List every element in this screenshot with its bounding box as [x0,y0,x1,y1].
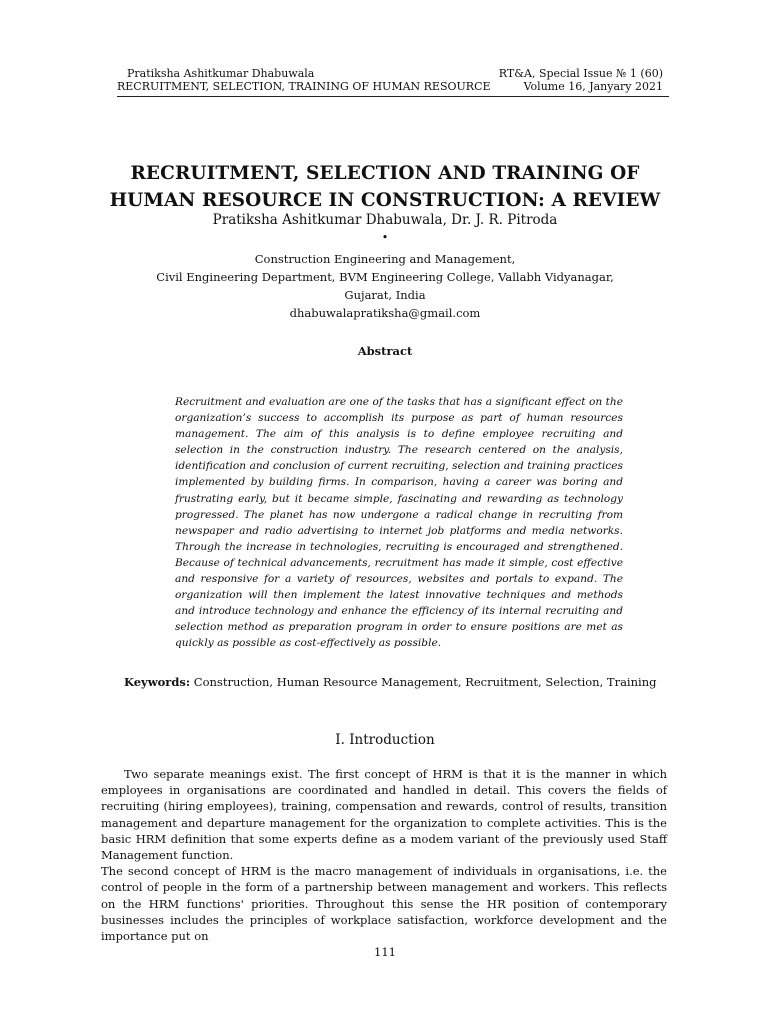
affiliation-line3: Gujarat, India [344,288,426,302]
running-header [117,67,669,97]
header-author: Pratiksha Ashitkumar Dhabuwala [127,67,315,80]
paper-title [90,160,680,214]
page-number: 111 [374,945,396,959]
abstract-text: Recruitment and evaluation are one of the tasks that has a significant effect on the organization’s success to accomplish its purpose as part of human resources management. The aim of this analysis is to define employee recruiting and selection in the construction industry. The research centered on the analysis, identification and conclusion of current recruiting, selection and training practices implemented by building firms. In comparison, having a career was boring and frustrating early, but it became simple, fascinating and rewarding as technology progressed. The planet has now undergone a radical change in recruiting from newspaper and radio advertising to internet job platforms and media networks. Through the increase in technologies, recruiting is encouraged and strengthened. Because of technical advancements, recruitment has made it simple, cost effective and responsive for a variety of resources, websites and portals to expand. The organization will then implement the latest innovative techniques and methods and introduce technology and enhance the efficiency of its internal recruiting and selection method as preparation program in order to ensure positions are met as quickly as possible as cost-effectively as possible. [175,396,623,650]
header-short-title: RECRUITMENT, SELECTION, TRAINING OF HUMAN RESOURCE [117,80,491,93]
keywords-list: Construction, Human Resource Management, Recruitment, Selection, Training [190,675,657,689]
keywords-label: Keywords: [124,675,191,689]
section-heading: I. Introduction [335,732,435,748]
author-list: Pratiksha Ashitkumar Dhabuwala, Dr. J. R. Pitroda [212,212,558,228]
affiliation-line2: Civil Engineering Department, BVM Engineering College, Vallabh Vidyanagar, [156,270,614,284]
author-bullet: • [381,231,389,244]
abstract-heading: Abstract [357,344,413,358]
author-email: dhabuwalapratiksha@gmail.com [289,306,481,320]
header-volume: Volume 16, Janyary 2021 [523,80,663,93]
keywords [124,674,684,690]
paper-title-line1: RECRUITMENT, SELECTION AND TRAINING OF [130,163,640,184]
affiliation-line1: Construction Engineering and Management, [254,252,516,266]
introduction-body [101,766,667,944]
body-paragraph: Two separate meanings exist. The first concept of HRM is that it is the manner in which employees in organisations are coordinated and handled in detail. This covers the fields of recruiting (hiring employees), training, compensation and rewards, control of results, transition management and departure management for the organization to complete activities. This is the basic HRM definition that some experts define as a modem variant of the previously used Staff Management function. [101,767,667,863]
body-paragraph: The second concept of HRM is the macro management of individuals in organisations, i.e. the control of people in the form of a partnership between management and workers. This reflects on the HRM functions' priorities. Throughout this sense the HR position of contemporary businesses includes the principles of workplace satisfaction, workforce development and the importance put on [101,864,667,944]
paper-title-line2: HUMAN RESOURCE IN CONSTRUCTION: A REVIEW [109,190,661,211]
header-journal: RT&A, Special Issue № 1 (60) [498,67,663,80]
affiliation [90,250,680,322]
